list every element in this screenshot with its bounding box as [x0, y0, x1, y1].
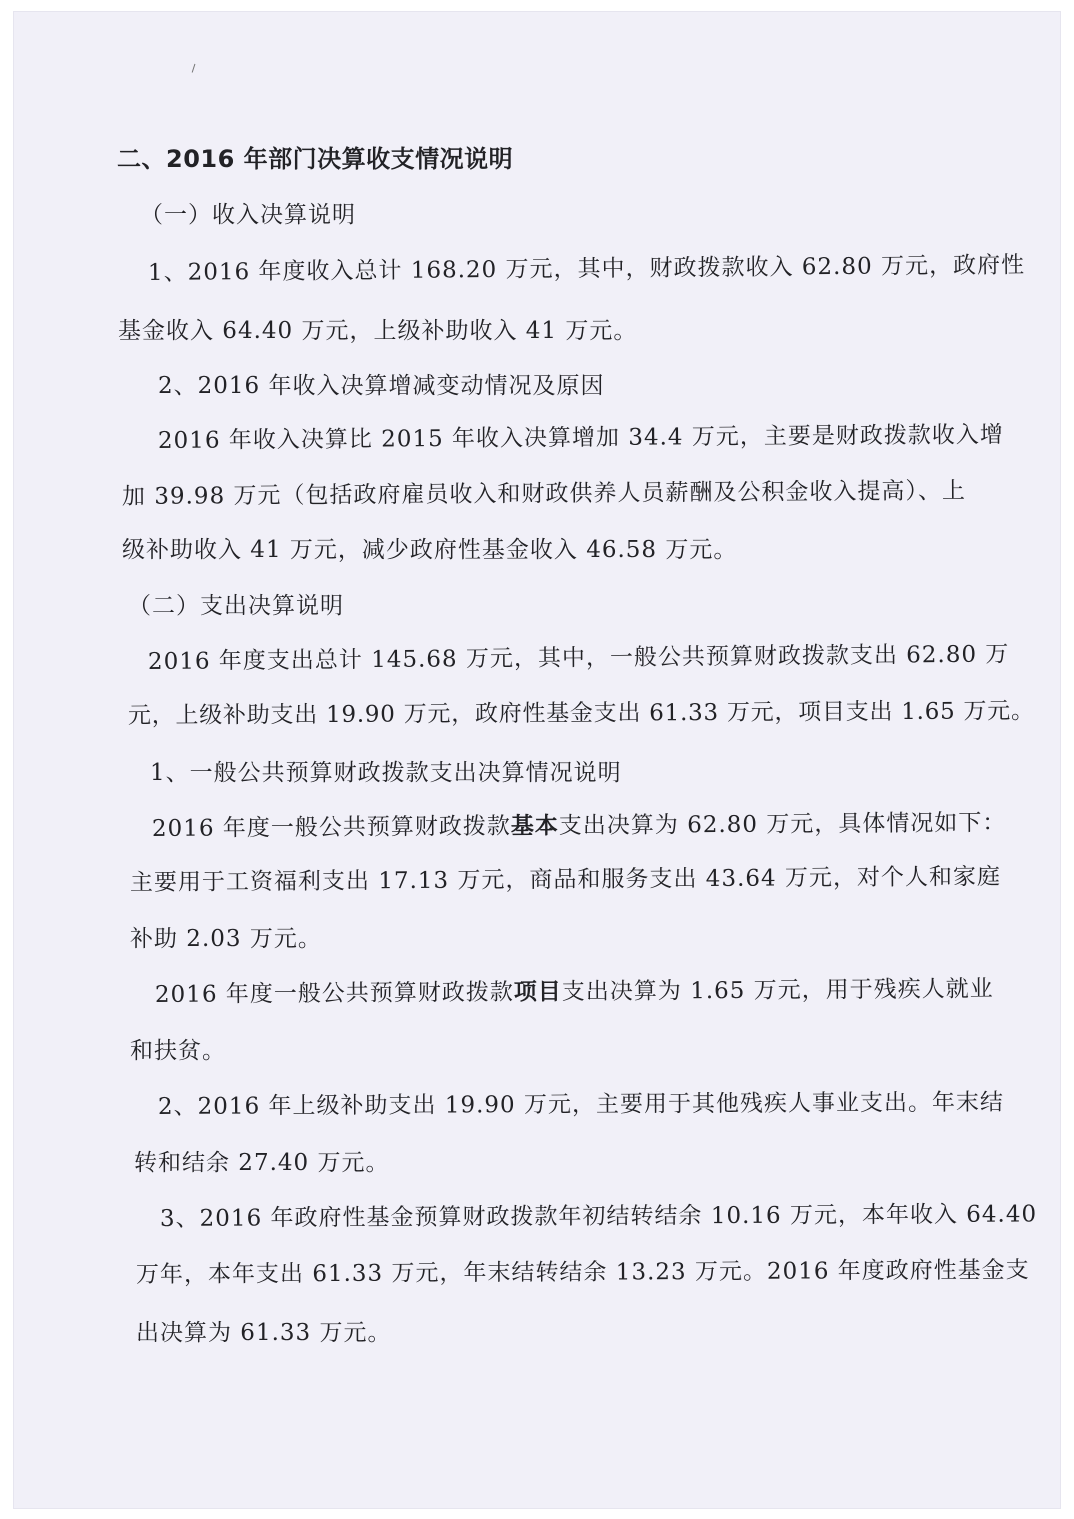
basic-suffix: 支出决算为 62.80 万元，具体情况如下：: [558, 810, 1007, 840]
basic-bold-label: 基本: [510, 813, 559, 840]
expenditure-summary-line1: 2016 年度支出总计 145.68 万元，其中，一般公共预算财政拨款支出 62.80 万: [147, 641, 1010, 675]
income-item1-line1: 1、2016 年度收入总计 168.20 万元，其中，财政拨款收入 62.80 万元，政府性: [147, 252, 1026, 286]
project-suffix: 支出决算为 1.65 万元，用于残疾人就业: [561, 976, 994, 1006]
income-item1-line2: 基金收入 64.40 万元，上级补助收入 41 万元。: [118, 318, 638, 344]
basic-expenditure-line2: 主要用于工资福利支出 17.13 万元，商品和服务支出 43.64 万元，对个人和家庭: [129, 863, 1002, 896]
project-prefix: 2016 年度一般公共预算财政拨款: [154, 979, 514, 1008]
income-subtitle: （一）收入决算说明: [140, 202, 356, 228]
project-bold-label: 项目: [513, 979, 562, 1006]
income-item2-line2: 加 39.98 万元（包括政府雇员收入和财政供养人员薪酬及公积金收入提高）、上: [121, 478, 967, 510]
basic-expenditure-line3: 补助 2.03 万元。: [130, 926, 322, 952]
expenditure-subtitle: （二）支出决算说明: [128, 593, 344, 619]
expenditure-item3-line2: 万年，本年支出 61.33 万元，年末结转结余 13.23 万元。2016 年度政府性基金支: [135, 1257, 1030, 1288]
expenditure-item1-title: 1、一般公共预算财政拨款支出决算情况说明: [150, 760, 622, 786]
expenditure-item2-line2: 转和结余 27.40 万元。: [134, 1150, 390, 1176]
section-title: 二、2016 年部门决算收支情况说明: [117, 145, 514, 173]
income-item2-line3: 级补助收入 41 万元，减少政府性基金收入 46.58 万元。: [122, 537, 738, 563]
basic-expenditure-line1: [152, 812, 1006, 841]
expenditure-item3-line3: 出决算为 61.33 万元。: [136, 1320, 392, 1346]
expenditure-summary-line2: 元，上级补助支出 19.90 万元，政府性基金支出 61.33 万元，项目支出 1.65 万元。: [127, 698, 1035, 729]
expenditure-item2-line1: 2、2016 年上级补助支出 19.90 万元，主要用于其他残疾人事业支出。年末结: [157, 1089, 1005, 1120]
income-item2-title: 2、2016 年收入决算增减变动情况及原因: [158, 373, 605, 399]
basic-prefix: 2016 年度一般公共预算财政拨款: [151, 813, 511, 842]
project-expenditure-line1: [155, 978, 994, 1007]
expenditure-item3-line1: 3、2016 年政府性基金预算财政拨款年初结转结余 10.16 万元，本年收入 64.40: [159, 1201, 1038, 1232]
income-item2-line1: 2016 年收入决算比 2015 年收入决算增加 34.4 万元，主要是财政拨款收入增: [157, 422, 1004, 454]
project-expenditure-line2: 和扶贫。: [130, 1038, 226, 1064]
